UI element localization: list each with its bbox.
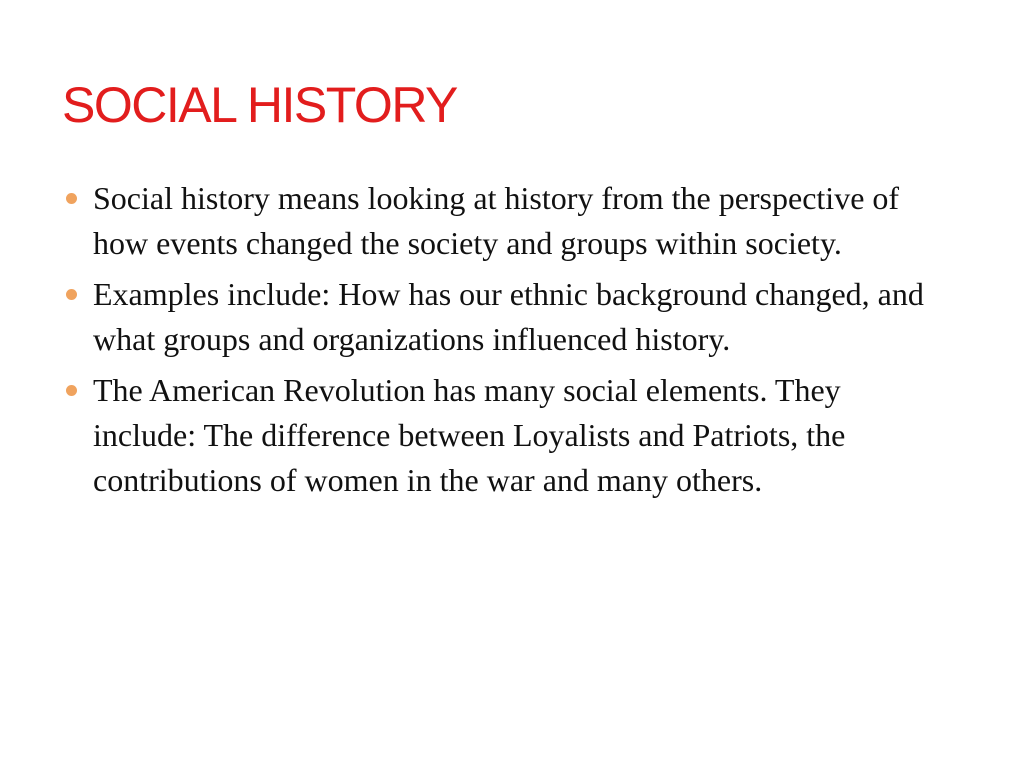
slide-title: SOCIAL HISTORY xyxy=(62,77,457,133)
bullet-item xyxy=(66,176,946,266)
bullet-text: Examples include: How has our ethnic background changed, and what groups and organizations influenced history. xyxy=(93,276,924,357)
bullet-text: Social history means looking at history from the perspective of how events changed the society and groups within society. xyxy=(93,180,900,261)
bullet-item xyxy=(66,368,946,503)
bullet-item xyxy=(66,272,946,362)
bullet-dot-icon xyxy=(66,289,77,300)
bullet-list xyxy=(66,176,946,509)
bullet-text: The American Revolution has many social elements. They include: The difference between Loyalists and Patriots, the contributions of women in the war and many others. xyxy=(93,372,846,498)
bullet-dot-icon xyxy=(66,385,77,396)
bullet-dot-icon xyxy=(66,193,77,204)
